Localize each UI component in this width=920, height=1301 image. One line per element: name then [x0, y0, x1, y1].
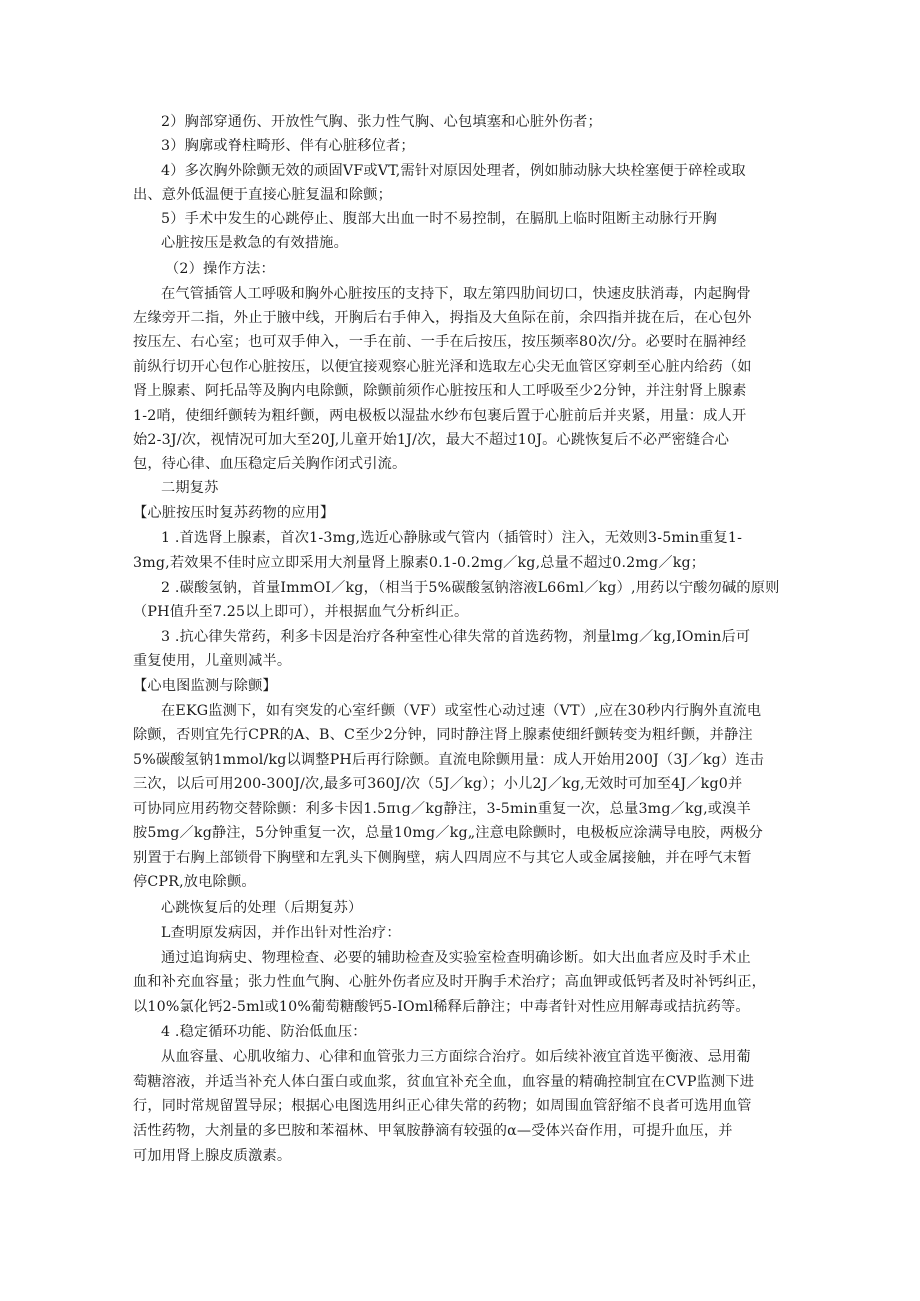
text-line: 2）胸部穿通伤、开放性气胸、张力性气胸、心包填塞和心脏外伤者；	[161, 114, 602, 130]
text-line: 按压左、右心室；也可双手伸入，一手在前、一手在后按压，按压频率80次/分。必要时在膈神经	[133, 334, 747, 350]
text-line: 2 .碳酸氢钠，首量ImmOI／kg，（相当于5%碳酸氢钠溶液L66ml／kg）,用药以宁酸勿碱的原则	[161, 580, 780, 596]
bracket-heading: 【心电图监测与除颤】	[133, 678, 277, 694]
text-line: 始2-3J/次，视情况可加大至20J,儿童开始1J/次，最大不超过10J。心跳恢复后不必严密缝合心	[133, 432, 730, 448]
text-line: L查明原发病因，并作出针对性治疗：	[161, 925, 401, 941]
text-line: 从血容量、心肌收缩力、心律和血管张力三方面综合治疗。如后续补液宜首选平衡液、忌用葡	[161, 1049, 751, 1065]
text-line: 包，待心律、血压稳定后关胸作闭式引流。	[133, 456, 407, 472]
text-line: 别置于右胸上部锁骨下胸壁和左乳头下侧胸壁，病人四周应不与其它人或金属接触，并在呼气末暂	[133, 850, 752, 866]
text-line: 3 .抗心律失常药，利多卡因是治疗各种室性心律失常的首选药物，剂量lmg／kg,IOmin后可	[161, 629, 751, 645]
text-line: 胺5mg／kg静注，5分钟重复一次，总量10mg／kg„注意电除颤时，电极板应涂满导电胶，两极分	[133, 825, 764, 841]
text-line: 出、意外低温便于直接心脏复温和除颤；	[133, 187, 392, 203]
text-line: 重复使用，儿童则减半。	[133, 653, 292, 669]
text-line: 停CPR,放电除颤。	[133, 874, 256, 890]
text-line: 萄糖溶液，并适当补充人体白蛋白或血浆，贫血宜补充全血，血容量的精确控制宜在CVP监测下进	[133, 1074, 755, 1090]
text-line: 5）手术中发生的心跳停止、腹部大出血一时不易控制，在膈肌上临时阻断主动脉行开胸	[161, 211, 717, 227]
text-line: 前纵行切开心包作心脏按压，以便宜接观察心脏光泽和选取左心尖无血管区穿刺至心脏内给药（如	[133, 359, 752, 375]
text-line: 通过追询病史、物理检查、必要的辅助检查及实验室检查明确诊断。如大出血者应及时手术止	[161, 950, 751, 966]
text-line: 4 .稳定循环功能、防治低血压：	[161, 1024, 367, 1040]
text-line: 1 .首选肾上腺素，首次1-3mg,选近心静脉或气管内（插管时）注入，无效则3-5min重复1-	[161, 530, 743, 546]
text-line: 肾上腺素、阿托品等及胸内电除颤，除颤前须作心脏按压和人工呼吸至少2分钟，并注射肾上腺素	[133, 383, 747, 399]
text-line: 左缘旁开二指，外止于腋中线，开胸后右手伸入，拇指及大鱼际在前，余四指并拢在后，在心包外	[133, 310, 752, 326]
text-line: 3mg,若效果不佳时应立即采用大剂量肾上腺素0.1-0.2mg／kg,总量不超过0.2mg／kg；	[133, 555, 706, 571]
text-line: 1-2哨，使细纤颤转为粗纤颤，两电极板以湿盐水纱布包裹后置于心脏前后并夹紧，用量：成人开	[133, 408, 747, 424]
text-line: 3）胸廓或脊柱畸形、伴有心脏移位者；	[161, 138, 415, 154]
text-line: 在EKG监测下，如有突发的心室纤颤（VF）或室性心动过速（VT）,应在30秒内行胸外直流电	[161, 703, 762, 719]
text-line: 活性药物，大剂量的多巴胺和苯福林、甲氧胺静滴有较强的α—受体兴奋作用，可提升血压，并	[133, 1123, 733, 1139]
section-heading: 二期复苏	[161, 480, 219, 496]
text-line: 血和补充血容量；张力性血气胸、心脏外伤者应及时开胸手术治疗；高血钾或低钙者及时补钙纠正，	[133, 974, 767, 990]
text-line: 4）多次胸外除颤无效的顽固VF或VT,需针对原因处理者，例如肺动脉大块栓塞便于碎栓或取	[161, 163, 746, 179]
text-line: 以10%氯化钙2-5ml或10%葡萄糖酸钙5-IOml稀释后静注；中毒者针对性应用解毒或拮抗药等。	[133, 999, 750, 1015]
section-heading: （2）操作方法：	[165, 261, 275, 277]
text-line: 可加用肾上腺皮质激素。	[133, 1148, 292, 1164]
section-heading: 心跳恢复后的处理（后期复苏）	[161, 900, 363, 916]
text-line: 可协同应用药物交替除颤：利多卡因1.5πιg／kg静注，3-5min重复一次，总量3mg／kg,或溴羊	[133, 801, 751, 817]
text-line: （PH值升至7.25以上即可），并根据血气分析纠正。	[133, 604, 469, 620]
text-line: 在气管插管人工呼吸和胸外心脏按压的支持下，取左第四肋间切口，快速皮肤消毒，内起胸骨	[161, 286, 751, 302]
text-line: 除颤，否则宜先行CPR的A、B、C至少2分钟，同时静注肾上腺素使细纤颤转变为粗纤颤，并静注	[133, 727, 753, 743]
bracket-heading: 【心脏按压时复苏药物的应用】	[133, 505, 335, 521]
text-line: 行，同时常规留置导尿；根据心电图选用纠正心律失常的药物；如周围血管舒缩不良者可选用血管	[133, 1098, 752, 1114]
text-line: 三次，以后可用200-300J/次,最多可360J/次（5J／kg）；小儿2J／kg,无效时可加至4J／kg0并	[133, 776, 743, 792]
text-line: 5%碳酸氢钠1mmol/kg以调整PH后再行除颤。直流电除颤用量：成人开始用200J（3J／kg）连击	[133, 752, 765, 768]
text-line: 心脏按压是救急的有效措施。	[161, 235, 349, 251]
